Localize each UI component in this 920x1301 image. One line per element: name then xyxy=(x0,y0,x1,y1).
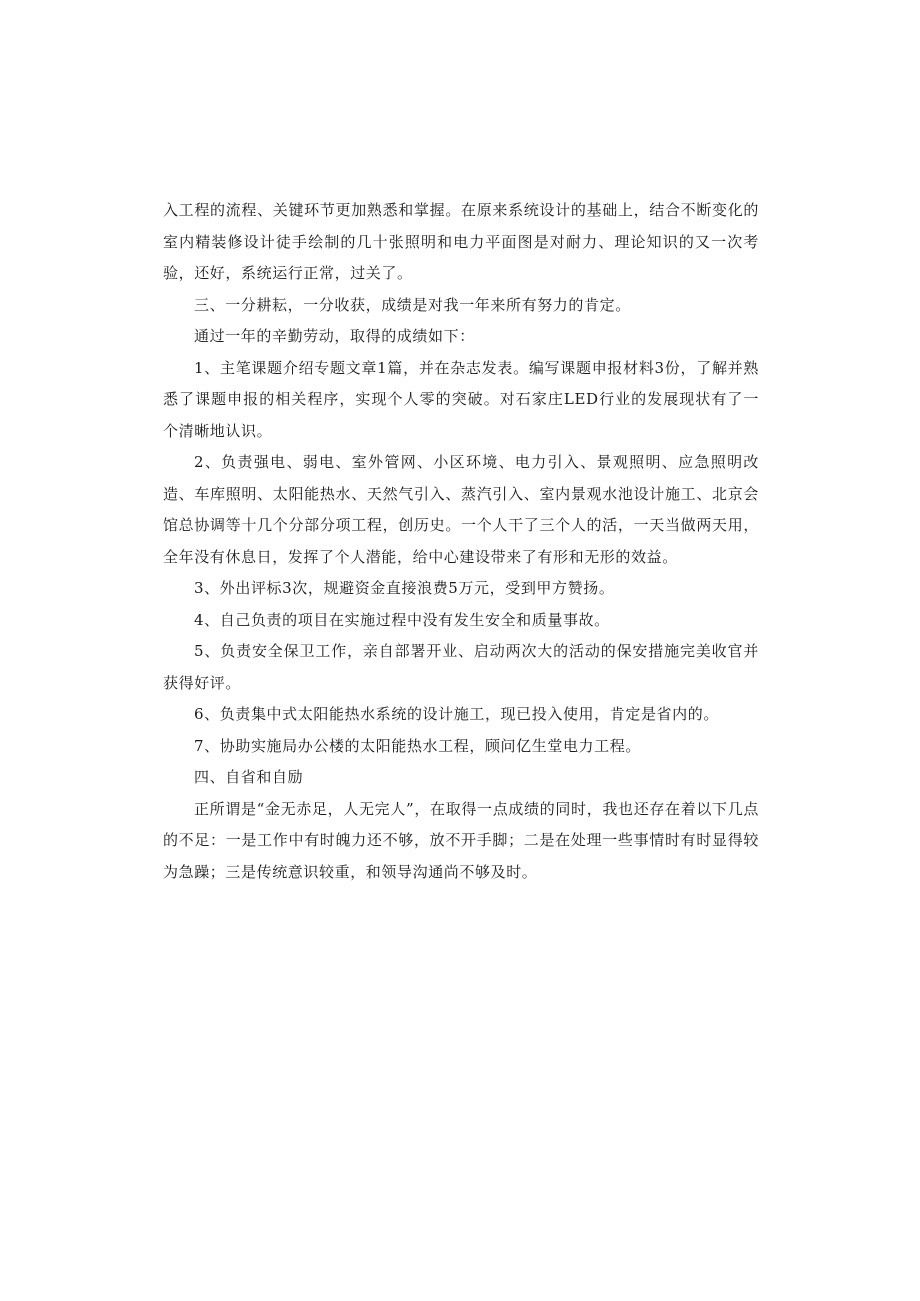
section-heading-four: 四、自省和自励 xyxy=(194,768,304,786)
list-item-4: 4、自己负责的项目在实施过程中没有发生安全和质量事故。 xyxy=(194,610,610,629)
list-item-6: 6、负责集中式太阳能热水系统的设计施工，现已投入使用，肯定是省内的。 xyxy=(194,705,719,723)
list-item-2: 2、负责强电、弱电、室外管网、小区环境、电力引入、景观照明、应急照明改造、车库照明、太阳能热水、天然气引入、蒸汽引入、室内景观水池设计施工、北京会馆总协调等十几个分部分项工程，创历史。一个人干了三个人的活，一天当做两天用，全年没有休息日，发挥了个人潜能，给中心建设带来了有形和无形的效益。 xyxy=(163,453,759,566)
list-item-7: 7、协助实施局办公楼的太阳能热水工程，顾问亿生堂电力工程。 xyxy=(194,736,641,755)
document-body xyxy=(163,195,759,888)
list-item-1: 1、主笔课题介绍专题文章1篇，并在杂志发表。编写课题申报材料3份，了解并熟悉了课题申报的相关程序，实现个人零的突破。对石家庄LED行业的发展现状有了一个清晰地认识。 xyxy=(163,358,759,440)
list-item-5: 5、负责安全保卫工作，亲自部署开业、启动两次大的活动的保安措施完美收官并获得好评。 xyxy=(163,642,759,692)
paragraph-intro: 通过一年的辛勤劳动，取得的成绩如下： xyxy=(194,327,475,345)
paragraph-continuation: 入工程的流程、关键环节更加熟悉和掌握。在原来系统设计的基础上，结合不断变化的室内精装修设计徒手绘制的几十张照明和电力平面图是对耐力、理论知识的又一次考验，还好，系统运行正常，过关了。 xyxy=(163,201,759,282)
paragraph-closing: 正所谓是“金无赤足，人无完人”，在取得一点成绩的同时，我也还存在着以下几点的不足：一是工作中有时魄力还不够，放不开手脚；二是在处理一些事情时有时显得较为急躁；三是传统意识较重，和领导沟通尚不够及时。 xyxy=(163,799,759,881)
section-heading-three: 三、一分耕耘，一分收获，成绩是对我一年来所有努力的肯定。 xyxy=(194,295,631,314)
list-item-3: 3、外出评标3次，规避资金直接浪费5万元，受到甲方赞扬。 xyxy=(194,579,615,597)
